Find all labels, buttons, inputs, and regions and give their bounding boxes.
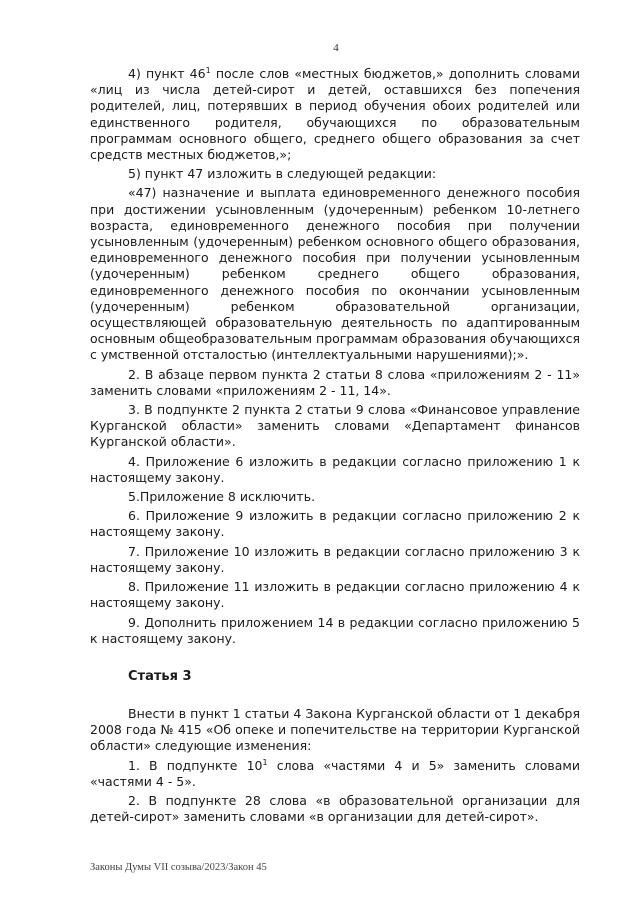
paragraph-text: 5.Приложение 8 исключить. bbox=[128, 489, 316, 505]
document-body bbox=[90, 66, 580, 828]
paragraph-text: Внести в пункт 1 статьи 4 Закона Курганской области от 1 декабря 2008 года № 415 «Об опеке и попечительстве на территории Курганской области» следующие изменения: bbox=[90, 705, 580, 754]
paragraph-text: «47) назначение и выплата единовременного денежного пособия при достижении усыновленным (удочеренным) ребенком 10-летнего возраста, единовременного денежного пособия при получении усыновленным (удочеренным) ребенком основного общего образования, единовременного денежного пособия при получении усыновленным (удочеренным) ребенком среднего общего образования, единовременного денежного пособия по окончании усыновленным (удочеренным) ребенком образовательной организации, осуществляющей образовательную деятельность по адаптированным основным общеобразовательным программам образования обучающихся с умственной отсталостью (интеллектуальными нарушениями);». bbox=[90, 185, 580, 363]
paragraph-text: 4) пункт 46 bbox=[128, 66, 206, 81]
paragraph bbox=[90, 402, 580, 451]
paragraph-text: 7. Приложение 10 изложить в редакции согласно приложению 3 к настоящему закону. bbox=[90, 543, 580, 575]
paragraph bbox=[90, 758, 580, 790]
paragraph bbox=[90, 793, 580, 825]
paragraph-text: 4. Приложение 6 изложить в редакции согласно приложению 1 к настоящему закону. bbox=[90, 453, 580, 485]
paragraph-text: 8. Приложение 11 изложить в редакции согласно приложению 4 к настоящему закону. bbox=[90, 579, 580, 611]
paragraph bbox=[90, 185, 580, 363]
paragraph bbox=[90, 66, 580, 163]
paragraph-text: 5) пункт 47 изложить в следующей редакции: bbox=[128, 166, 437, 182]
paragraph bbox=[90, 579, 580, 611]
paragraph bbox=[90, 706, 580, 755]
paragraph-text: 1. В подпункте 10 bbox=[128, 757, 263, 773]
paragraph bbox=[90, 489, 580, 505]
paragraph bbox=[90, 166, 580, 182]
paragraphs-article-3-section bbox=[90, 706, 580, 825]
document-footer: Законы Думы VII созыва/2023/Закон 45 bbox=[90, 862, 267, 873]
paragraph bbox=[90, 508, 580, 540]
paragraph-text: 3. В подпункте 2 пункта 2 статьи 9 слова «Финансовое управление Курганской области» заменить словами «Департамент финансов Курганской области». bbox=[90, 402, 580, 450]
paragraph-text-continued: после слов «местных бюджетов,» дополнить словами «лиц из числа детей-сирот и детей, оставшихся без попечения родителей, лиц, потерявших в период обучения обоих родителей или единственного родителя, обучающихся по образовательным программам основного общего, среднего общего образования за счет средств местных бюджетов,»; bbox=[90, 66, 580, 163]
page-number: 4 bbox=[333, 42, 339, 54]
superscript: 1 bbox=[205, 65, 211, 75]
paragraph bbox=[90, 615, 580, 647]
paragraph-text: 9. Дополнить приложением 14 в редакции согласно приложению 5 к настоящему закону. bbox=[90, 614, 580, 646]
paragraph bbox=[90, 367, 580, 399]
paragraph-text: 6. Приложение 9 изложить в редакции согласно приложению 2 к настоящему закону. bbox=[90, 508, 580, 540]
paragraphs-amendments-section bbox=[90, 66, 580, 647]
paragraph-text: 2. В абзаце первом пункта 2 статьи 8 слова «приложениям 2 - 11» заменить словами «приложениям 2 - 11, 14». bbox=[90, 366, 580, 398]
paragraph bbox=[90, 454, 580, 486]
superscript: 1 bbox=[262, 757, 268, 767]
article-heading: Статья 3 bbox=[128, 668, 192, 684]
paragraph bbox=[90, 544, 580, 576]
paragraph-text-continued: слова «частями 4 и 5» заменить словами «частями 4 - 5». bbox=[90, 757, 580, 789]
paragraph-text: 2. В подпункте 28 слова «в образовательной организации для детей-сирот» заменить словами «в организации для детей-сирот». bbox=[90, 792, 580, 825]
